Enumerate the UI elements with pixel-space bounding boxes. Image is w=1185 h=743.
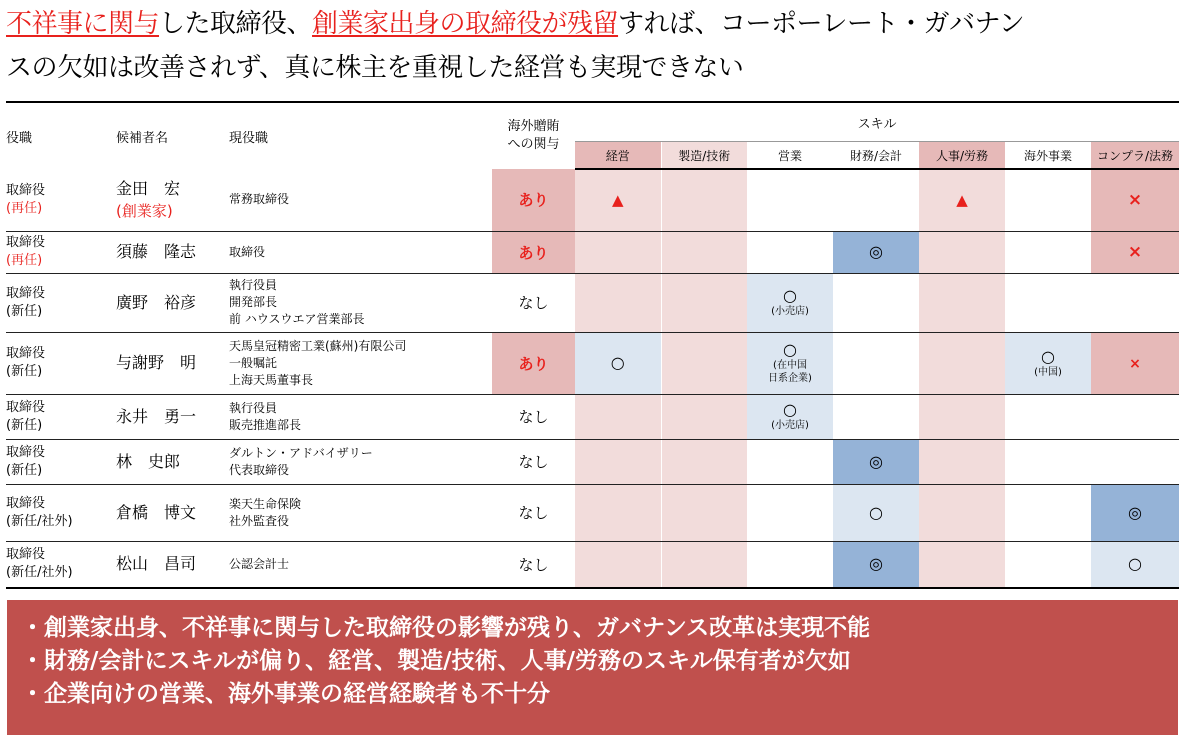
skill-overseas-cell	[1005, 169, 1091, 231]
header-overseas-line1: 海外贈賄	[507, 119, 560, 134]
role-sub: (新任/社外)	[6, 513, 73, 529]
position-line: 販売推進部長	[229, 417, 302, 432]
skill-overseas-cell	[1005, 231, 1091, 273]
position-cell	[229, 541, 492, 588]
role-cell	[6, 231, 116, 273]
table-row	[6, 273, 1179, 332]
header-skill-sales: 営業	[747, 142, 833, 170]
skill-management-cell	[575, 332, 661, 394]
position-cell	[229, 484, 492, 541]
role-text: 取締役	[6, 346, 46, 361]
skill-compliance-cell	[1091, 273, 1179, 332]
circle-mark: ○	[783, 340, 797, 359]
role-cell	[6, 484, 116, 541]
skill-hr-cell	[919, 541, 1005, 588]
skill-sales-cell	[747, 332, 833, 394]
title-text-2: すれば、コーポーレート・ガバナン	[618, 9, 1025, 39]
skill-finance-cell	[833, 169, 919, 231]
position-line: 上海天馬董事長	[229, 372, 314, 387]
header-skill-finance: 財務/会計	[833, 142, 919, 170]
triangle-mark: ▲	[611, 191, 624, 210]
position-line: 一般嘱託	[229, 355, 278, 370]
position-line: 代表取締役	[229, 462, 290, 477]
header-overseas-bribery	[492, 102, 575, 169]
header-skills: スキル	[575, 102, 1179, 142]
summary-point-2: ・財務/会計にスキルが偏り、経営、製造/技術、人事/労務のスキル保有者が欠如	[21, 648, 851, 674]
skill-management-cell	[575, 484, 661, 541]
role-sub: (再任)	[6, 253, 43, 268]
skill-compliance-cell	[1091, 231, 1179, 273]
name-cell	[116, 169, 229, 231]
role-text: 取締役	[6, 495, 46, 511]
header-skill-management: 経営	[575, 142, 661, 170]
overseas-cell: なし	[492, 439, 575, 484]
header-skill-hr: 人事/労務	[919, 142, 1005, 170]
role-sub: (新任/社外)	[6, 565, 73, 581]
skill-compliance-cell	[1091, 169, 1179, 231]
overseas-cell: あり	[492, 169, 575, 231]
skill-finance-cell	[833, 332, 919, 394]
title-highlight-founder: 創業家出身の取締役が残留	[312, 9, 619, 39]
position-line: ダルトン・アドバイザリー	[229, 445, 373, 460]
name-text: 金田 宏	[116, 178, 181, 198]
role-text: 取締役	[6, 182, 46, 198]
header-position: 現役職	[229, 130, 269, 146]
name-cell: 廣野 裕彦	[116, 273, 229, 332]
skill-sales-cell	[747, 394, 833, 439]
skill-finance-cell	[833, 541, 919, 588]
role-text: 取締役	[6, 547, 46, 563]
double-circle-mark: ◎	[869, 554, 883, 574]
role-cell	[6, 439, 116, 484]
skill-sales-cell	[747, 484, 833, 541]
overseas-cell: なし	[492, 484, 575, 541]
skill-management-cell	[575, 231, 661, 273]
position-cell	[229, 169, 492, 231]
name-cell: 与謝野 明	[116, 332, 229, 394]
skill-compliance-cell	[1091, 541, 1179, 588]
skill-hr-cell	[919, 332, 1005, 394]
skill-sales-cell	[747, 541, 833, 588]
skill-management-cell	[575, 439, 661, 484]
position-line: 執行役員	[229, 278, 278, 292]
skill-overseas-cell	[1005, 273, 1091, 332]
role-sub: (新任)	[6, 303, 43, 319]
skill-overseas-cell	[1005, 484, 1091, 541]
header-skill-overseas: 海外事業	[1005, 142, 1091, 170]
position-line: 取締役	[229, 244, 266, 259]
skill-sales-cell	[747, 273, 833, 332]
position-cell	[229, 332, 492, 394]
skill-note: (小売店)	[771, 420, 809, 431]
role-sub: (新任)	[6, 462, 43, 478]
title-text-1: した取締役、	[159, 9, 313, 39]
skill-sales-cell	[747, 231, 833, 273]
skill-finance-cell	[833, 439, 919, 484]
header-skill-manufacturing: 製造/技術	[661, 142, 747, 170]
skill-note: 日系企業)	[768, 373, 812, 384]
circle-mark: ○	[1041, 346, 1055, 366]
name-cell: 倉橋 博文	[116, 484, 229, 541]
header-skill-compliance: コンプラ/法務	[1091, 142, 1179, 170]
header-name: 候補者名	[116, 130, 169, 146]
skill-note: (小売店)	[771, 306, 809, 317]
table-row	[6, 439, 1179, 484]
position-line: 社外監査役	[229, 513, 290, 528]
overseas-cell: なし	[492, 273, 575, 332]
skill-compliance-cell	[1091, 332, 1179, 394]
position-line: 前 ハウスウエア営業部長	[229, 312, 365, 326]
skill-overseas-cell	[1005, 332, 1091, 394]
skill-manufacturing-cell	[661, 439, 747, 484]
position-cell	[229, 394, 492, 439]
skill-manufacturing-cell	[661, 169, 747, 231]
double-circle-mark: ◎	[869, 242, 883, 261]
skill-overseas-cell	[1005, 541, 1091, 588]
skill-hr-cell	[919, 484, 1005, 541]
circle-mark: ○	[783, 400, 797, 419]
skill-hr-cell	[919, 273, 1005, 332]
name-cell: 須藤 隆志	[116, 231, 229, 273]
cross-mark: ×	[1129, 355, 1141, 372]
position-cell	[229, 273, 492, 332]
overseas-cell: なし	[492, 541, 575, 588]
triangle-mark: ▲	[956, 191, 968, 210]
skill-hr-cell	[919, 231, 1005, 273]
role-cell	[6, 332, 116, 394]
position-line: 常務取締役	[229, 192, 290, 207]
page-title	[6, 2, 1181, 90]
title-line-2: スの欠如は改善されず、真に株主を重視した経営も実現できない	[6, 53, 744, 83]
skill-manufacturing-cell	[661, 332, 747, 394]
circle-mark: ○	[869, 502, 883, 522]
skill-finance-cell	[833, 231, 919, 273]
circle-mark: ○	[610, 353, 625, 372]
summary-point-3: ・企業向けの営業、海外事業の経営経験者も不十分	[21, 681, 550, 707]
skill-manufacturing-cell	[661, 273, 747, 332]
circle-mark: ○	[1128, 554, 1142, 574]
position-line: 公認会計士	[229, 556, 290, 571]
skill-finance-cell	[833, 273, 919, 332]
name-sub: (創業家)	[116, 201, 173, 220]
skill-finance-cell	[833, 394, 919, 439]
role-cell	[6, 394, 116, 439]
cross-mark: ×	[1127, 242, 1143, 262]
summary-box	[7, 600, 1178, 735]
summary-point-1: ・創業家出身、不祥事に関与した取締役の影響が残り、ガバナンス改革は実現不能	[21, 615, 871, 641]
skill-note: (在中国	[773, 360, 807, 371]
table-row	[6, 541, 1179, 588]
role-text: 取締役	[6, 285, 46, 301]
skill-hr-cell	[919, 439, 1005, 484]
title-line-1	[6, 2, 1181, 46]
role-text: 取締役	[6, 444, 46, 460]
name-cell: 永井 勇一	[116, 394, 229, 439]
role-text: 取締役	[6, 235, 46, 250]
skill-finance-cell	[833, 484, 919, 541]
skill-overseas-cell	[1005, 439, 1091, 484]
name-cell: 林 史郎	[116, 439, 229, 484]
role-cell	[6, 273, 116, 332]
skill-management-cell	[575, 169, 661, 231]
skill-compliance-cell	[1091, 484, 1179, 541]
name-cell: 松山 昌司	[116, 541, 229, 588]
overseas-cell: なし	[492, 394, 575, 439]
position-cell	[229, 231, 492, 273]
skill-compliance-cell	[1091, 439, 1179, 484]
role-sub: (再任)	[6, 200, 43, 216]
circle-mark: ○	[783, 286, 797, 305]
board-candidates-table	[6, 101, 1179, 589]
table-row	[6, 394, 1179, 439]
table-row	[6, 231, 1179, 273]
role-sub: (新任)	[6, 417, 43, 433]
role-cell	[6, 541, 116, 588]
skill-compliance-cell	[1091, 394, 1179, 439]
skill-overseas-cell	[1005, 394, 1091, 439]
position-cell	[229, 439, 492, 484]
position-line: 執行役員	[229, 400, 278, 415]
double-circle-mark: ◎	[869, 451, 883, 471]
header-role: 役職	[6, 130, 33, 146]
skill-manufacturing-cell	[661, 484, 747, 541]
title-highlight-misconduct: 不祥事に関与	[6, 9, 160, 39]
skill-manufacturing-cell	[661, 394, 747, 439]
skill-management-cell	[575, 541, 661, 588]
skill-sales-cell	[747, 439, 833, 484]
skill-manufacturing-cell	[661, 231, 747, 273]
skill-manufacturing-cell	[661, 541, 747, 588]
skill-management-cell	[575, 273, 661, 332]
table-row	[6, 484, 1179, 541]
cross-mark: ×	[1127, 190, 1143, 211]
overseas-cell: あり	[492, 332, 575, 394]
role-cell	[6, 169, 116, 231]
table-row	[6, 169, 1179, 231]
table-row	[6, 332, 1179, 394]
position-line: 開発部長	[229, 295, 278, 309]
skill-management-cell	[575, 394, 661, 439]
skill-note: (中国)	[1034, 366, 1062, 378]
role-text: 取締役	[6, 399, 46, 415]
skill-sales-cell	[747, 169, 833, 231]
role-sub: (新任)	[6, 364, 43, 379]
header-overseas-line2: への関与	[507, 137, 560, 152]
header-row-1	[6, 102, 1179, 142]
skill-hr-cell	[919, 394, 1005, 439]
position-line: 楽天生命保険	[229, 496, 302, 511]
skill-hr-cell	[919, 169, 1005, 231]
overseas-cell: あり	[492, 231, 575, 273]
double-circle-mark: ◎	[1128, 502, 1142, 522]
position-line: 天馬皇冠精密工業(蘇州)有限公司	[229, 338, 407, 353]
